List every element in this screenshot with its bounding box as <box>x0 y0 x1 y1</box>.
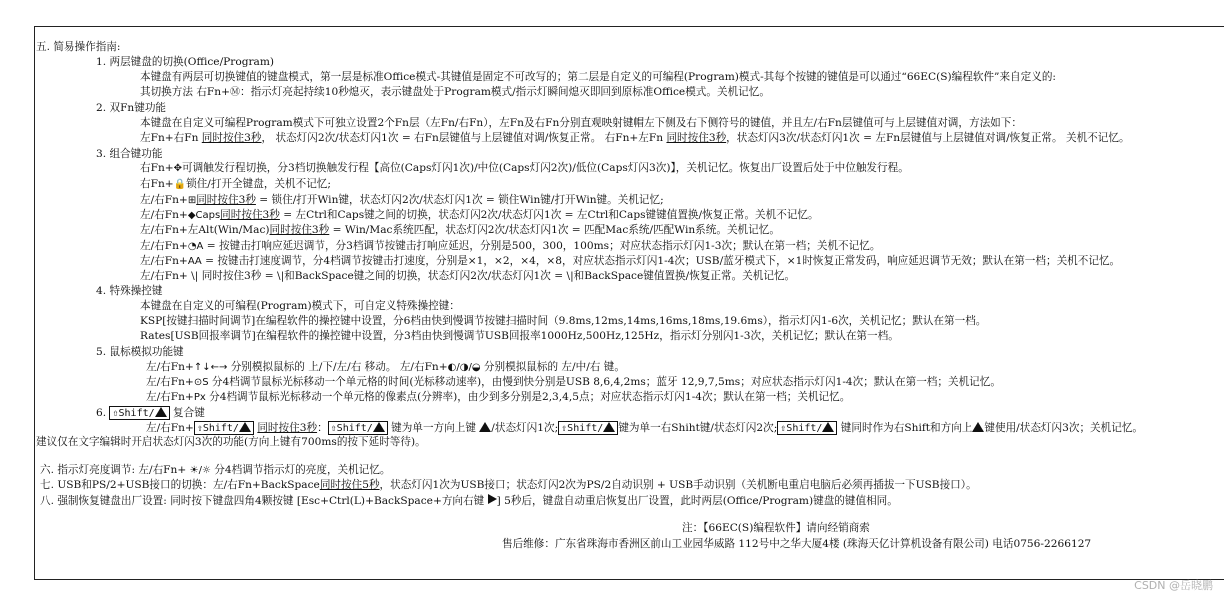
text: ， 状态灯闪2次/状态灯闪1次 = 右Fn层键值与上层键值对调/恢复正常。 右Fn+左Fn <box>261 132 667 144</box>
text: /状态灯闪1次; <box>491 422 559 434</box>
item-4-title: 4. 特殊操控键 <box>96 285 163 297</box>
shift-key-text: ⇧Shift/ <box>330 423 373 434</box>
item-3-title: 3. 组合键功能 <box>96 148 163 160</box>
item-3-line-3 <box>140 194 664 207</box>
item-4-line-1: 本键盘在自定义的可编程(Program)模式下，可自定义特殊操控键： <box>140 300 460 312</box>
text: 锁住/打开全键盘，关机不记忆; <box>186 178 331 190</box>
underlined-text: 同时按住3秒 <box>666 132 727 144</box>
text: 左/右Fn+ <box>146 422 194 434</box>
text: = 锁住/打开Win键，状态灯闪2次/状态灯闪1次 = 锁住Win键/打开Win键。关机记忆; <box>255 194 664 206</box>
up-arrow-icon <box>479 422 491 432</box>
text: ，状态灯闪3次/状态灯闪1次 = 左Fn层键值与上层键值对调/恢复正常。 关机不记忆。 <box>726 132 1130 144</box>
item-6-title <box>96 406 205 420</box>
text: 可调触发行程切换，分3档切换触发行程【高位(Caps灯闪1次)/中位(Caps灯闪2次)/低位(Caps灯闪3次)】，关机记忆。恢复出厂设置后处于中位触发行程。 <box>182 162 909 174</box>
text: 分4档调节指示灯的亮度，关机记忆。 <box>210 464 391 476</box>
up-arrow-icon <box>155 407 167 417</box>
text: 右Fn+ <box>140 178 174 190</box>
section-6-brightness <box>40 464 391 477</box>
text: 左/右Fn+ <box>140 240 188 252</box>
text: 六. 指示灯亮度调节: 左/右Fn+ <box>40 464 190 476</box>
shift-key-text: ⇧Shift/ <box>780 423 823 434</box>
up-arrow-icon <box>239 422 251 432</box>
m-key-icon: Ⓜ <box>229 87 240 98</box>
text: 分4档调节鼠标光标移动一个单元格的像素点(分辨率)，由少到多分别是2,3,4,5点；对应状态指示灯闪1-4次；默认在第一档；关机记忆。 <box>205 391 851 403</box>
item-6-line-2: 建议仅在文字编辑时开启状态灯闪3次的功能(方向上键有700ms的按下延时等待)。 <box>36 436 426 448</box>
mouse-pixel-icon: Px <box>193 392 206 403</box>
caps-key-icon: ◆Caps <box>187 210 221 221</box>
text: 复合键 <box>169 407 205 419</box>
text: ] 5秒后，键盘自动重启恢复出厂设置，此时两层(Office/Program)键盘的键值相同。 <box>496 495 898 507</box>
trigger-travel-icon: ✥ <box>173 163 183 174</box>
text: 分别模拟鼠标的 上/下/左/右 移动。 左/右Fn+ <box>227 361 448 373</box>
brightness-icon: ☀/☼ <box>189 465 211 476</box>
underlined-text: 同时按住3秒 <box>196 194 256 206</box>
item-3-line-7 <box>140 255 1120 268</box>
text: 键同时作为右Shift和方向上 <box>837 422 973 434</box>
text: 左/右Fn+左Alt(Win/Mac) <box>140 224 270 236</box>
shift-key-text: ⇧Shift/ <box>561 423 604 434</box>
up-arrow-icon <box>373 422 385 432</box>
shift-key-label <box>194 421 254 435</box>
service-address: 售后维修：广东省珠海市香洲区前山工业园华威路 112号中之华大厦4楼 (珠海天亿计算机设备有限公司) 电话0756-2266127 <box>502 538 1092 550</box>
up-arrow-icon <box>972 422 984 432</box>
mouse-move-icon: ↑↓←→ <box>193 362 228 373</box>
text: 分4档调节鼠标光标移动一个单元格的时间(光标移动速率)，由慢到快分别是USB 8,6,4,2ms；蓝牙 12,9,7,5ms；对应状态指示灯闪1-4次；默认在第一档；关机记忆。 <box>208 376 1001 388</box>
underlined-text: 同时按住3秒 <box>201 132 262 144</box>
item-3-line-1 <box>140 162 909 175</box>
item-5-line-3 <box>146 391 850 404</box>
text: = 按键击打响应延迟调节，分3档调节按键击打响应延迟，分别是500，300，100ms；对应状态指示灯闪1-3次；默认在第一档；关机不记忆。 <box>203 240 881 252</box>
item-4-line-3: Rates[USB回报率调节]在编程软件的操控键中设置，分3档由快到慢调节USB回报率1000Hz,500Hz,125Hz，指示灯分别闪1-3次，关机记忆；默认在第一档。 <box>140 330 899 342</box>
item-3-line-6 <box>140 240 880 253</box>
shift-key-label <box>109 406 169 420</box>
section-5-heading: 五. 简易操作指南: <box>36 41 121 53</box>
watermark: CSDN @岳晓鹏 <box>1134 579 1213 592</box>
text: 左/右Fn+ \| <box>140 270 202 282</box>
text: 其切换方法 右Fn+ <box>140 86 230 98</box>
item-3-line-8 <box>140 270 795 283</box>
shift-key-text: ⇧Shift/ <box>112 408 155 419</box>
text: 分别模拟鼠标的 左/中/右 键。 <box>480 361 625 373</box>
underlined-text: 同时按住5秒 <box>319 479 380 491</box>
section-8-reset <box>40 494 898 508</box>
text: ，状态灯闪1次为USB接口；状态灯闪2次为PS/2自动识别 + USB手动识别（关机断电重启电脑后必须再插拔一下USB接口）。 <box>379 479 977 491</box>
item-2-title: 2. 双Fn键功能 <box>96 102 167 114</box>
shift-key-label <box>558 421 618 435</box>
hit-speed-icon: AA <box>187 256 202 267</box>
item-2-line-2 <box>140 132 1130 145</box>
text: 右Fn+ <box>140 162 174 174</box>
text: 键为单一方向上键 <box>387 422 480 434</box>
text: 6. <box>96 407 110 419</box>
text: 键为单一右Shiht键/状态灯闪2次; <box>618 422 778 434</box>
win-key-icon: ⊞ <box>187 195 197 206</box>
underlined-text: 同时按住3秒 <box>269 224 330 236</box>
item-3-line-4 <box>140 209 819 222</box>
shift-key-label <box>777 421 837 435</box>
shift-key-text: ⇧Shift/ <box>196 423 239 434</box>
text: = Win/Mac系统匹配，状态灯闪2次/状态灯闪1次 = 匹配Mac系统/匹配Win系统。关机记忆。 <box>329 224 780 236</box>
up-arrow-icon <box>603 422 615 432</box>
underlined-text: 同时按住3秒 <box>220 209 280 221</box>
item-3-line-5 <box>140 224 780 237</box>
text: ：指示灯亮起持续10秒熄灭，表示键盘处于Program模式/指示灯瞬间熄灭即回到原标准Office模式。关机记忆。 <box>239 86 770 98</box>
item-1-title: 1. 两层键盘的切换(Office/Program) <box>96 56 275 68</box>
up-arrow-icon <box>822 422 834 432</box>
item-5-title: 5. 鼠标模拟功能键 <box>96 346 184 358</box>
text: 左Fn+右Fn <box>140 132 202 144</box>
text: = 左Ctrl和Caps键之间的切换，状态灯闪2次/状态灯闪1次 = 左Ctrl和Caps键键值置换/恢复正常。关机不记忆。 <box>279 209 819 221</box>
item-5-line-2 <box>146 376 1001 389</box>
text: ： <box>317 422 328 434</box>
text: 七. USB和PS/2+USB接口的切换：左/右Fn+BackSpace <box>40 479 320 491</box>
text: 左/右Fn+ <box>146 376 194 388</box>
item-3-line-2 <box>140 178 331 191</box>
item-2-line-1: 本键盘在自定义可编程Program模式下可独立设置2个Fn层（左Fn/右Fn），左Fn及右Fn分别直观映射键帽左下侧及右下侧符号的键值，并且左/右Fn层键值可与上层键值对调，方法如下： <box>140 117 1022 129</box>
software-note: 注：【66EC(S)编程软件】请向经销商索 <box>682 522 870 534</box>
response-delay-icon: ◔A <box>187 241 204 252</box>
text: 左/右Fn+ <box>146 391 194 403</box>
text: = 按键击打速度调节，分4档调节按键击打速度，分别是×1，×2，×4，×8，对应状态指示灯闪1-4次；USB/蓝牙模式下，×1时恢复正常发码，响应延迟调节无效；默认在第一档；关机不记忆。 <box>201 255 1121 267</box>
mouse-speed-icon: ⊙S <box>193 377 209 388</box>
text: 八. 强制恢复键盘出厂设置: 同时按下键盘四角4颗按键 [Esc+Ctrl(L)+BackSpace+方向右键 <box>40 495 488 507</box>
section-7-usb <box>40 479 977 492</box>
underlined-text: 同时按住3秒 <box>257 422 318 434</box>
mouse-button-icon: ◐/◑/◒ <box>447 362 481 373</box>
shift-key-label <box>328 421 388 435</box>
right-arrow-icon <box>488 494 497 504</box>
lock-key-icon: 🔒 <box>173 179 187 190</box>
item-1-line-2 <box>140 86 770 99</box>
text: 键使用/状态灯闪3次；关机记忆。 <box>984 422 1144 434</box>
text: 左/右Fn+ <box>140 255 188 267</box>
item-1-line-1: 本键盘有两层可切换键值的键盘模式，第一层是标准Office模式-其键值是固定不可改写的；第二层是自定义的可编程(Program)模式-其每个按键的键值是可以通过“66EC(S)编程软件”来自定义的: <box>140 71 1056 83</box>
item-5-line-1 <box>146 361 625 374</box>
text: 左/右Fn+ <box>140 209 188 221</box>
item-6-line-1 <box>146 421 1143 435</box>
text: 左/右Fn+ <box>140 194 188 206</box>
item-4-line-2: KSP[按键扫描时间调节]在编程软件的操控键中设置，分6档由快到慢调节按键扫描时间（9.8ms,12ms,14ms,16ms,18ms,19.6ms），指示灯闪1-6次，关机记忆；默认在第一档。 <box>140 315 987 327</box>
text: 左/右Fn+ <box>146 361 194 373</box>
text: 同时按住3秒 = \|和BackSpace键之间的切换，状态灯闪2次/状态灯闪1次 = \|和BackSpace键值置换/恢复正常。关机记忆。 <box>201 270 796 282</box>
